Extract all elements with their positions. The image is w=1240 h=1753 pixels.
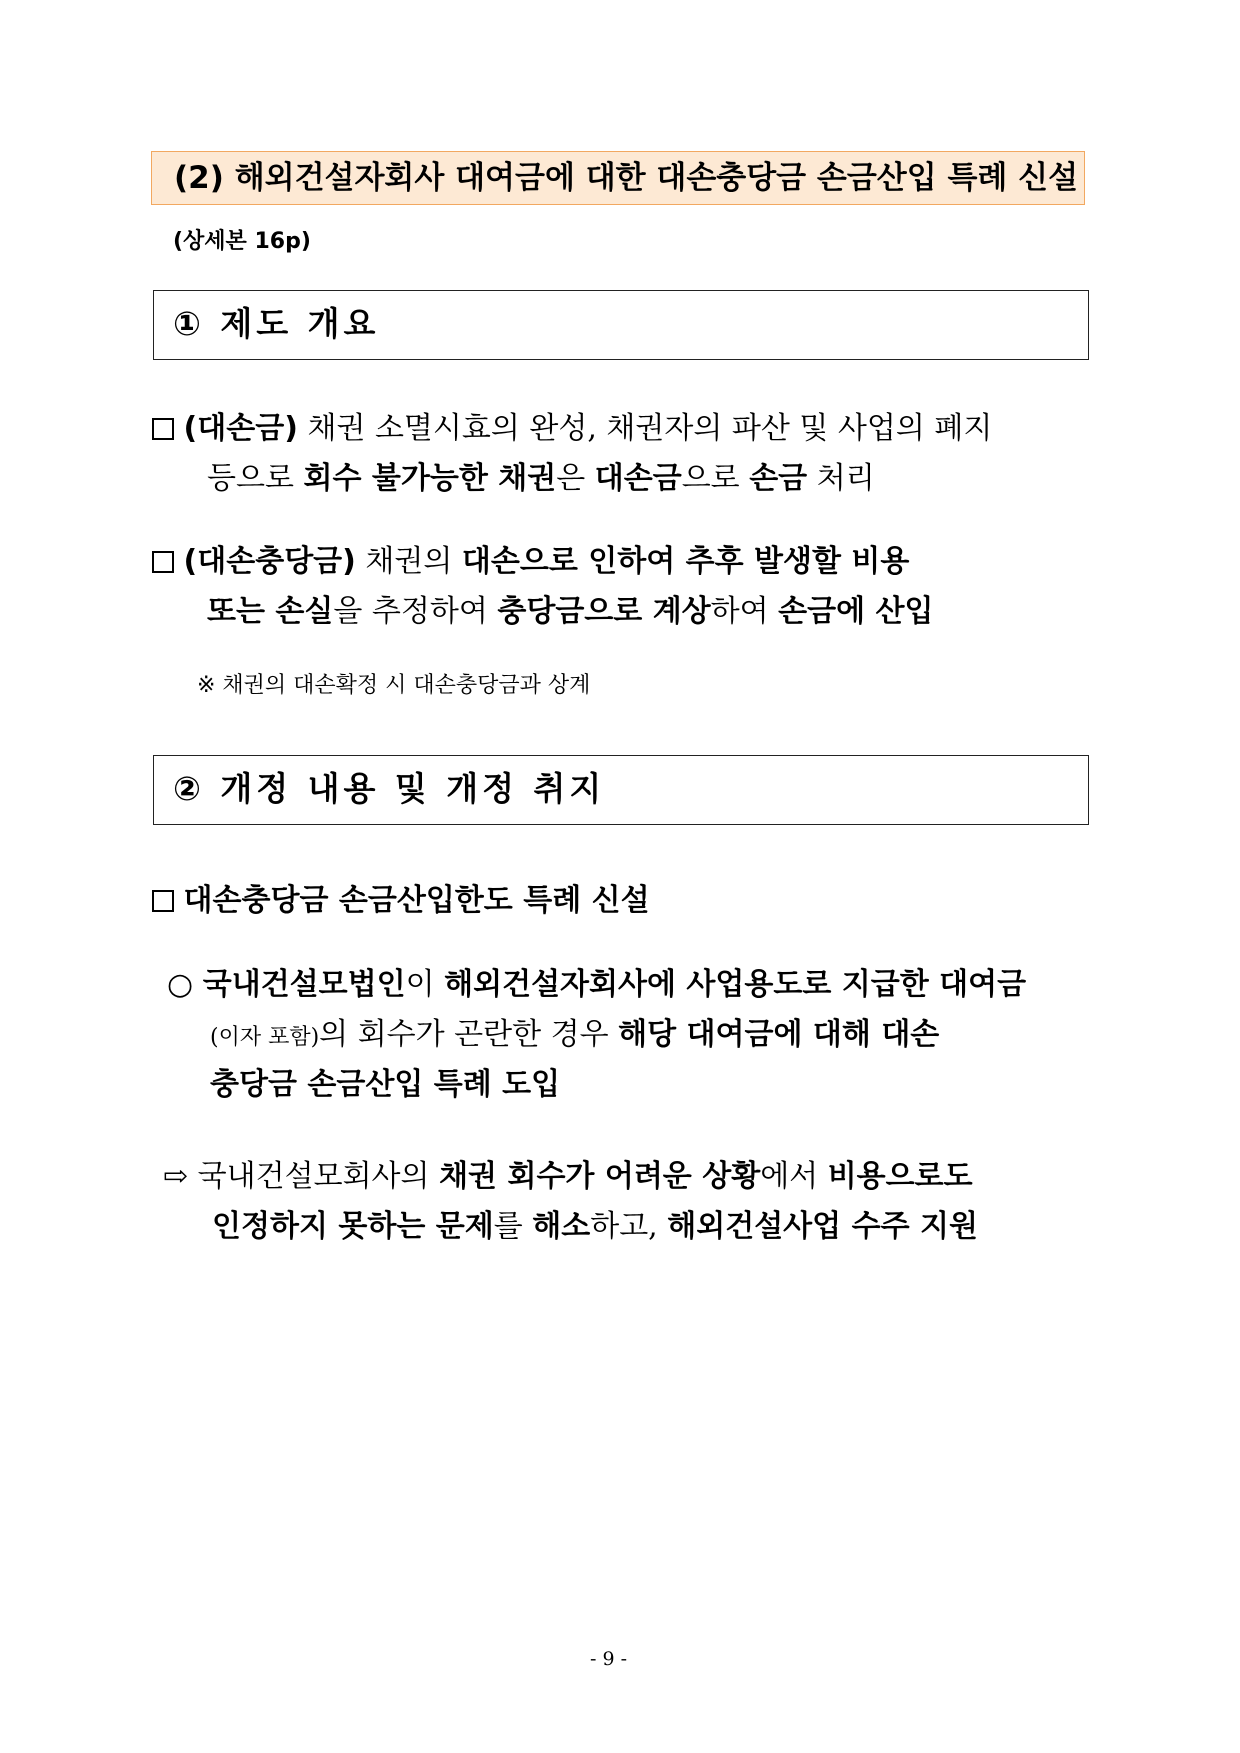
checkbox-icon (152, 890, 174, 912)
section2-arrow-line2: 인정하지 못하는 문제를 해소하고, 해외건설사업 수주 지원 (212, 1209, 978, 1244)
section1-item2-line2: 또는 손실을 추정하여 충당금으로 계상하여 손금에 산입 (207, 594, 934, 629)
section2-bullet-line3: 충당금 손금산입 특례 도입 (210, 1067, 561, 1102)
item-label: 대손충당금 손금산입한도 특례 신설 (183, 883, 650, 918)
section2-title: ② 개정 내용 및 개정 취지 (173, 769, 606, 808)
detail-reference: (상세본 16p) (173, 229, 311, 254)
page-number: - 9 - (590, 1648, 628, 1670)
section2-item1 (152, 880, 650, 922)
heading-title: (2) 해외건설자회사 대여금에 대한 대손충당금 손금산입 특례 신설 (174, 160, 1079, 196)
section1-item1-line2: 등으로 회수 불가능한 채권은 대손금으로 손금 처리 (207, 461, 875, 496)
checkbox-icon (152, 418, 174, 440)
section1-item2-line1: (대손충당금) 채권의 대손으로 인하여 추후 발생할 비용 (152, 541, 909, 583)
item-label: (대손금) (183, 411, 298, 446)
section2-arrow-line1: ⇨ 국내건설모회사의 채권 회수가 어려운 상황에서 비용으로도 (163, 1159, 973, 1194)
section2-bullet-line2: (이자 포함)의 회수가 곤란한 경우 해당 대여금에 대해 대손 (210, 1017, 940, 1052)
section2-bullet-line1: ○ 국내건설모법인이 해외건설자회사에 사업용도로 지급한 대여금 (167, 967, 1027, 1002)
section1-item1-line1: (대손금) 채권 소멸시효의 완성, 채권자의 파산 및 사업의 폐지 (152, 408, 992, 450)
checkbox-icon (152, 551, 174, 573)
section1-title: ① 제도 개요 (173, 304, 380, 343)
circle-bullet-icon: ○ (167, 967, 194, 1002)
section1-note: ※ 채권의 대손확정 시 대손충당금과 상계 (197, 673, 591, 698)
item-label: (대손충당금) (183, 544, 356, 579)
arrow-right-icon: ⇨ (163, 1159, 189, 1194)
